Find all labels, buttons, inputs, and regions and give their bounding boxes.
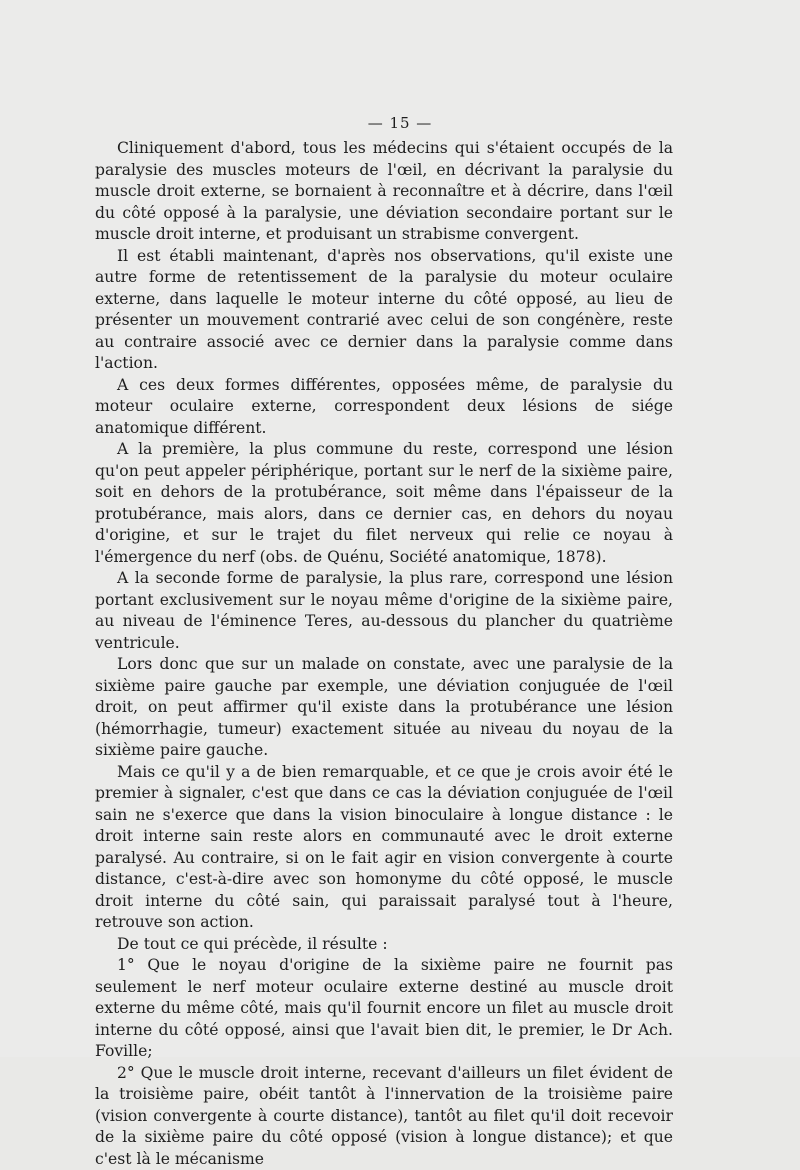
page-number: — 15 —: [0, 114, 800, 132]
body-text: [95, 138, 673, 1170]
paragraph-10: 2° Que le muscle droit interne, recevant d'ailleurs un filet évident de la troisième paire, obéit tantôt à l'innervation de la troisième paire (vision convergente à courte distance), tantôt au filet qu'il doit recevoir de la sixième paire du côté opposé (vision à longue distance); et que c'est là le mécanisme: [95, 1063, 673, 1170]
paragraph-1: Cliniquement d'abord, tous les médecins qui s'étaient occupés de la paralysie des muscles moteurs de l'œil, en décrivant la paralysie du muscle droit externe, se bornaient à reconnaître et à décrire, dans l'œil du côté opposé à la paralysie, une déviation secondaire portant sur le muscle droit interne, et produisant un strabisme convergent.: [95, 138, 673, 246]
paragraph-9: 1° Que le noyau d'origine de la sixième paire ne fournit pas seulement le nerf moteur oculaire externe destiné au muscle droit externe du même côté, mais qu'il fournit encore un filet au muscle droit interne du côté opposé, ainsi que l'avait bien dit, le premier, le Dr Ach. Foville;: [95, 955, 673, 1063]
paragraph-2: Il est établi maintenant, d'après nos observations, qu'il existe une autre forme de retentissement de la paralysie du moteur oculaire externe, dans laquelle le moteur interne du côté opposé, au lieu de présenter un mouvement contrarié avec celui de son congénère, reste au contraire associé avec ce dernier dans la paralysie comme dans l'action.: [95, 246, 673, 375]
paragraph-8: De tout ce qui précède, il résulte :: [95, 934, 673, 956]
paragraph-5: A la seconde forme de paralysie, la plus rare, correspond une lésion portant exclusivement sur le noyau même d'origine de la sixième paire, au niveau de l'éminence Teres, au-dessous du plancher du quatrième ventricule.: [95, 568, 673, 654]
paragraph-3: A ces deux formes différentes, opposées même, de paralysie du moteur oculaire externe, correspondent deux lésions de siége anatomique différent.: [95, 375, 673, 440]
paragraph-6: Lors donc que sur un malade on constate, avec une paralysie de la sixième paire gauche par exemple, une déviation conjuguée de l'œil droit, on peut affirmer qu'il existe dans la protubérance une lésion (hémorrhagie, tumeur) exactement située au niveau du noyau de la sixième paire gauche.: [95, 654, 673, 762]
paragraph-4: A la première, la plus commune du reste, correspond une lésion qu'on peut appeler périphérique, portant sur le nerf de la sixième paire, soit en dehors de la protubérance, soit même dans l'épaisseur de la protubérance, mais alors, dans ce dernier cas, en dehors du noyau d'origine, et sur le trajet du filet nerveux qui relie ce noyau à l'émergence du nerf (obs. de Quénu, Société anatomique, 1878).: [95, 439, 673, 568]
paragraph-7: Mais ce qu'il y a de bien remarquable, et ce que je crois avoir été le premier à signaler, c'est que dans ce cas la déviation conjuguée de l'œil sain ne s'exerce que dans la vision binoculaire à longue distance : le droit interne sain reste alors en communauté avec le droit externe paralysé. Au contraire, si on le fait agir en vision convergente à courte distance, c'est-à-dire avec son homonyme du côté opposé, le muscle droit interne du côté sain, qui paraissait paralysé tout à l'heure, retrouve son action.: [95, 762, 673, 934]
